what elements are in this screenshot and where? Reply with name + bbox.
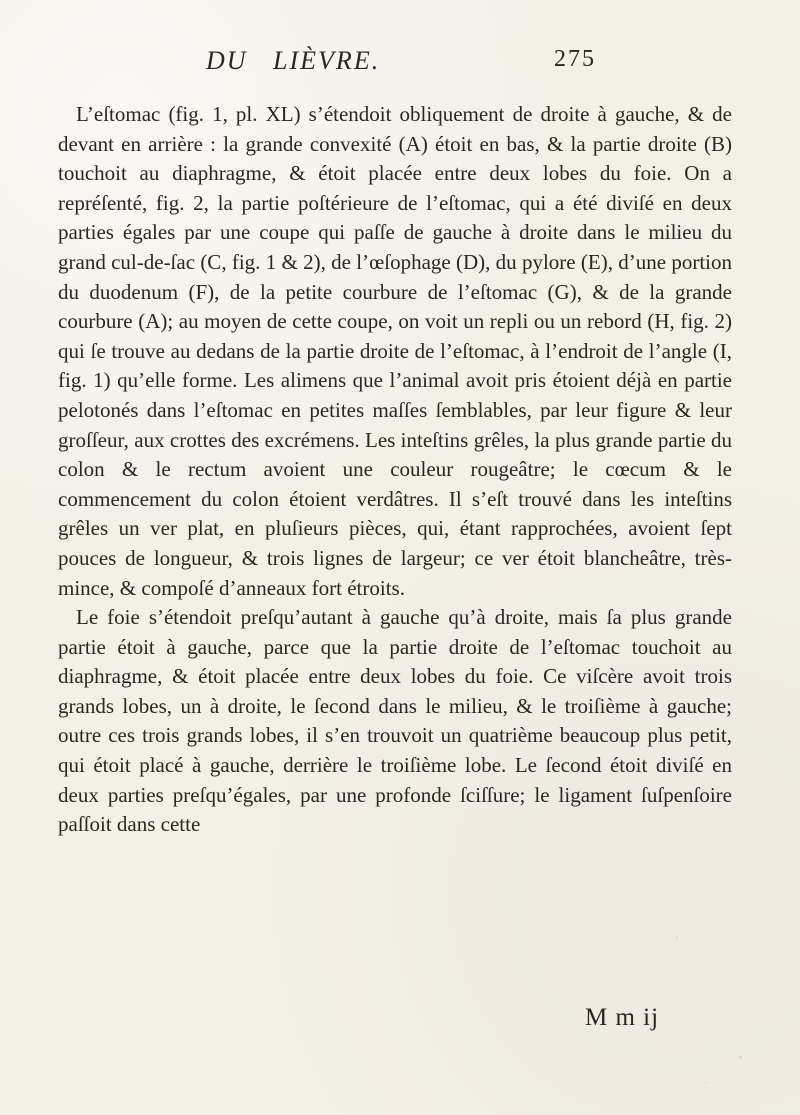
paper-spot bbox=[676, 936, 678, 938]
paragraph-liver: Le foie s’étendoit preſqu’autant à gauche qu’à droite, mais ſa plus grande partie étoit à gauche, parce que la partie droite de l’eſtomac touchoit au diaphragme, & étoit placée entre deux lobes du foie. Ce viſcère avoit trois grands lobes, un à droite, le ſecond dans le milieu, & le troiſième à gauche; outre ces trois grands lobes, il s’en trouvoit un quatrième beaucoup plus petit, qui étoit placé à gauche, derrière le troiſième lobe. Le ſecond étoit diviſé en deux parties preſqu’égales, par une profonde ſciſſure; le ligament ſuſpenſoire paſſoit dans cette bbox=[58, 605, 732, 837]
paper-spot bbox=[739, 1056, 742, 1059]
page-header bbox=[206, 46, 596, 88]
page-number: 275 bbox=[554, 46, 596, 72]
main-text bbox=[58, 100, 732, 840]
printer-signature: M m ij bbox=[585, 1004, 660, 1031]
paper-spot bbox=[705, 1082, 707, 1084]
running-head: DU LIÈVRE. bbox=[206, 46, 381, 75]
paragraph-stomach: L’eſtomac (fig. 1, pl. XL) s’étendoit obliquement de droite à gauche, & de devant en arrière : la grande convexité (A) étoit en bas, & la partie droite (B) touchoit au diaphragme, & étoit placée entre deux lobes du foie. On a repréſenté, fig. 2, la partie poſtérieure de l’eſtomac, qui a été diviſé en deux parties égales par une coupe qui paſſe de gauche à droite dans le milieu du grand cul-de-ſac (C, fig. 1 & 2), de l’œſophage (D), du pylore (E), d’une portion du duodenum (F), de la petite courbure de l’eſtomac (G), & de la grande courbure (A); au moyen de cette coupe, on voit un repli ou un rebord (H, fig. 2) qui ſe trouve au dedans de la partie droite de l’eſtomac, à l’endroit de l’angle (I, fig. 1) qu’elle forme. Les alimens que l’animal avoit pris étoient déjà en partie pelotonés dans l’eſtomac en petites maſſes ſemblables, par leur figure & leur groſſeur, aux crottes des excrémens. Les inteſtins grêles, la plus grande partie du colon & le rectum avoient une couleur rougeâtre; le cœcum & le commencement du colon étoient verdâtres. Il s’eſt trouvé dans les inteſtins grêles un ver plat, en pluſieurs pièces, qui, étant rapprochées, avoient ſept pouces de longueur, & trois lignes de largeur; ce ver étoit blancheâtre, très-mince, & compoſé d’anneaux fort étroits. bbox=[58, 102, 732, 600]
